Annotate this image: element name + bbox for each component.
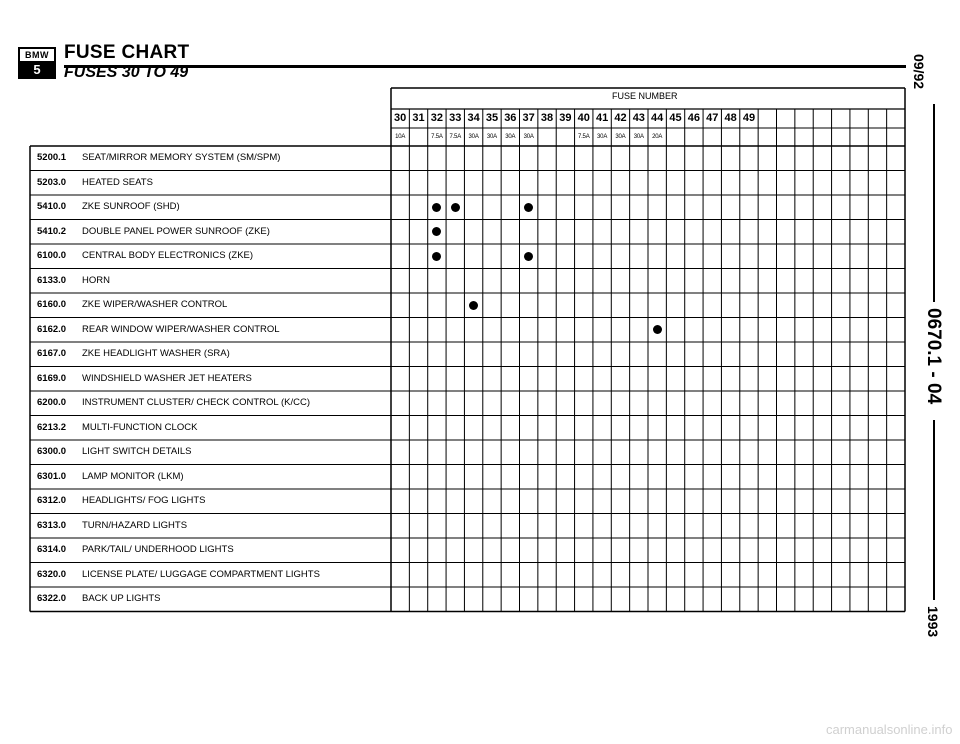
row-code: 5410.0 (37, 201, 67, 212)
fuse-rating-header: 7.5A (431, 134, 443, 140)
row-label: CENTRAL BODY ELECTRONICS (ZKE) (82, 250, 254, 261)
row-label: REAR WINDOW WIPER/WASHER CONTROL (82, 323, 280, 335)
watermark-text: carmanualsonline.info (826, 722, 953, 737)
fuse-rating-header: 30A (505, 134, 516, 140)
row-label: WINDSHIELD WASHER JET HEATERS (82, 372, 252, 384)
fuse-number-header: 40 (577, 112, 590, 124)
row-code: 6100.0 (37, 250, 67, 261)
row-code: 6313.0 (37, 519, 67, 531)
row-code: 6167.0 (37, 348, 67, 359)
fuse-dot (524, 203, 533, 212)
fuse-dot (469, 301, 478, 310)
fuse-number-header: 32 (430, 112, 443, 124)
fuse-rating-header: 30A (486, 134, 497, 140)
fuse-number-header: 49 (742, 112, 756, 124)
row-code: 5410.2 (37, 225, 67, 237)
row-label: HEADLIGHTS/ FOG LIGHTS (82, 495, 206, 506)
fuse-rating-header: 30A (597, 134, 608, 140)
row-code: 6200.0 (37, 397, 67, 408)
fuse-number-caption: FUSE NUMBER (612, 91, 678, 101)
fuse-rating-header: 30A (633, 134, 644, 140)
row-code: 6213.2 (37, 421, 67, 433)
row-code: 6320.0 (37, 568, 67, 580)
row-label: ZKE WIPER/WASHER CONTROL (82, 299, 228, 310)
fuse-number-header: 43 (632, 112, 645, 124)
row-label: ZKE SUNROOF (SHD) (82, 201, 180, 212)
row-label: PARK/TAIL/ UNDERHOOD LIGHTS (82, 544, 234, 555)
row-label: SEAT/MIRROR MEMORY SYSTEM (SM/SPM) (82, 152, 281, 163)
fuse-number-header: 42 (614, 112, 627, 124)
side-code: 0670.1 - 04 (923, 308, 944, 405)
row-code: 5203.0 (37, 176, 67, 188)
row-code: 6162.0 (37, 323, 67, 335)
fuse-rating-header: 10A (395, 134, 406, 140)
row-code: 6169.0 (37, 372, 67, 384)
page-subtitle: FUSES 30 TO 49 (64, 64, 189, 81)
row-code: 6322.0 (37, 593, 67, 604)
fuse-rating-header: 30A (615, 134, 626, 140)
row-code: 6314.0 (37, 544, 67, 555)
fuse-dot (451, 203, 460, 212)
row-code: 6133.0 (37, 274, 67, 286)
fuse-rating-header: 30A (523, 134, 534, 140)
row-label: HEATED SEATS (82, 176, 153, 188)
fuse-dot (653, 325, 662, 334)
row-label: MULTI-FUNCTION CLOCK (82, 421, 198, 433)
fuse-number-header: 38 (540, 112, 554, 124)
row-label: TURN/HAZARD LIGHTS (82, 519, 188, 531)
row-code: 5200.1 (37, 152, 67, 163)
fuse-number-header: 35 (485, 112, 499, 124)
fuse-dot (524, 252, 533, 261)
row-code: 6312.0 (37, 495, 67, 506)
fuse-number-header: 37 (522, 112, 535, 124)
row-label: BACK UP LIGHTS (82, 593, 161, 604)
fuse-number-header: 39 (559, 112, 572, 124)
row-label: LICENSE PLATE/ LUGGAGE COMPARTMENT LIGHTS (82, 568, 320, 580)
fuse-number-header: 33 (449, 112, 462, 124)
fuse-number-header: 36 (504, 112, 517, 124)
row-label: ZKE HEADLIGHT WASHER (SRA) (82, 348, 230, 359)
row-code: 6160.0 (37, 299, 67, 310)
row-code: 6301.0 (37, 470, 67, 482)
fuse-rating-header: 7.5A (577, 134, 590, 140)
fuse-number-header: 48 (724, 112, 737, 124)
fuse-number-header: 44 (651, 112, 664, 124)
fuse-number-header: 46 (687, 112, 700, 124)
fuse-number-header: 47 (706, 112, 719, 124)
row-code: 6300.0 (37, 446, 67, 457)
fuse-number-header: 41 (595, 112, 609, 124)
side-year: 1993 (925, 606, 941, 638)
row-label: LIGHT SWITCH DETAILS (82, 446, 192, 457)
page-title: FUSE CHART (64, 42, 190, 63)
logo-series-text: 5 (20, 63, 54, 77)
row-label: DOUBLE PANEL POWER SUNROOF (ZKE) (82, 225, 270, 237)
fuse-rating-header: 20A (652, 134, 663, 140)
fuse-rating-header: 30A (468, 134, 479, 140)
fuse-number-header: 31 (412, 112, 425, 124)
fuse-number-header: 30 (394, 112, 407, 124)
fuse-rating-header: 7.5A (449, 134, 461, 140)
logo-bmw-text: BMW (20, 49, 54, 63)
row-label: HORN (82, 274, 110, 286)
row-label: LAMP MONITOR (LKM) (82, 470, 184, 482)
fuse-number-header: 34 (467, 112, 480, 124)
row-label: INSTRUMENT CLUSTER/ CHECK CONTROL (K/CC) (82, 397, 311, 408)
fuse-number-header: 45 (669, 112, 682, 124)
side-date: 09/92 (911, 54, 927, 90)
